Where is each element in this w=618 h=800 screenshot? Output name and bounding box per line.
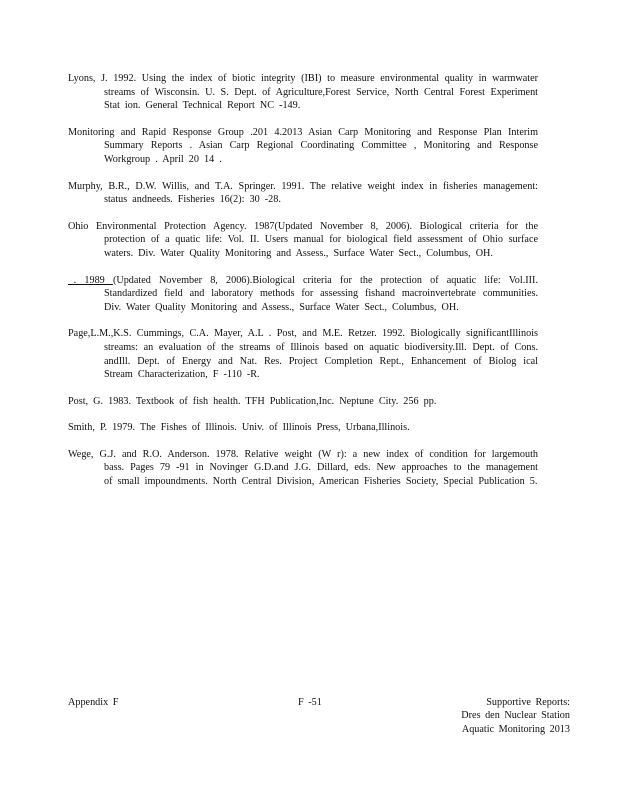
reference-ohio-epa-1989-text: (Updated November 8, 2006).Biological criteria for the protection of aquatic life: Vol.III. Standardized field and laboratory methods for assessing fishand macroinvertebrate communities. Div. Water Quality Monitoring and Assess., Surface Water Sect., Columbus, OH. [104, 274, 538, 313]
reference-post: Post, G. 1983. Textbook of fish health. TFH Publication,Inc. Neptune City. 256 pp. [68, 395, 437, 407]
reference-page: Page,L.M.,K.S. Cummings, C.A. Mayer, A.L . Post, and M.E. Retzer. 1992. Biologically significantIllinois streams: an evaluation of the streams of Illinois based on aquatic biodiversity.Ill. Dept. of Cons. andIll. Dept. of Energy and Nat. Res. Project Completion Rept., Enhancement of Biolog ical Stream Characterization, F -110 -R. [68, 328, 538, 381]
reference-ohio-epa-1987: Ohio Environmental Protection Agency. 1987(Updated November 8, 2006). Biological criteria for the protection of a quatic life: Vol. II. Users manual for biological field assessment of Ohio surface waters. Div. Water Quality Monitoring and Assess., Surface Water Sect., Columbus, OH. [68, 220, 538, 259]
reference-ohio-epa-1989 [68, 274, 538, 315]
footer-report-title [461, 696, 570, 736]
reference-list [68, 72, 538, 502]
repeated-author-dash: . 1989 [68, 274, 113, 286]
footer-appendix-label: Appendix F [68, 697, 119, 708]
reference-wege: Wege, G.J. and R.O. Anderson. 1978. Relative weight (W r): a new index of condition for largemouth bass. Pages 79 -91 in Novinger G.D.and J.G. Dillard, eds. New approaches to the management of small impoundments. North Central Division, American Fisheries Society, Special Publication 5. [68, 448, 538, 488]
reference-lyons: Lyons, J. 1992. Using the index of biotic integrity (IBI) to measure environmental quality in warmwater streams of Wisconsin. U. S. Dept. of Agriculture,Forest Service, North Central Forest Experiment Stat ion. General Technical Report NC -149. [68, 73, 538, 112]
footer-report-line-1: Supportive Reports: [486, 697, 570, 708]
reference-monitoring-group: Monitoring and Rapid Response Group .201 4.2013 Asian Carp Monitoring and Response Plan Interim Summary Reports . Asian Carp Regional Coordinating Committee , Monitoring and Response Workgroup . April 20 14 . [68, 126, 538, 165]
reference-smith: Smith, P. 1979. The Fishes of Illinois. Univ. of Illinois Press, Urbana,Illinois. [68, 422, 410, 434]
footer-report-line-2: Dres den Nuclear Station [461, 710, 570, 722]
footer-report-line-3: Aquatic Monitoring 2013 [461, 723, 570, 735]
reference-murphy: Murphy, B.R., D.W. Willis, and T.A. Springer. 1991. The relative weight index in fisheries management: status andneeds. Fisheries 16(2): 30 -28. [68, 180, 538, 206]
footer-page-number: F -51 [298, 697, 322, 708]
